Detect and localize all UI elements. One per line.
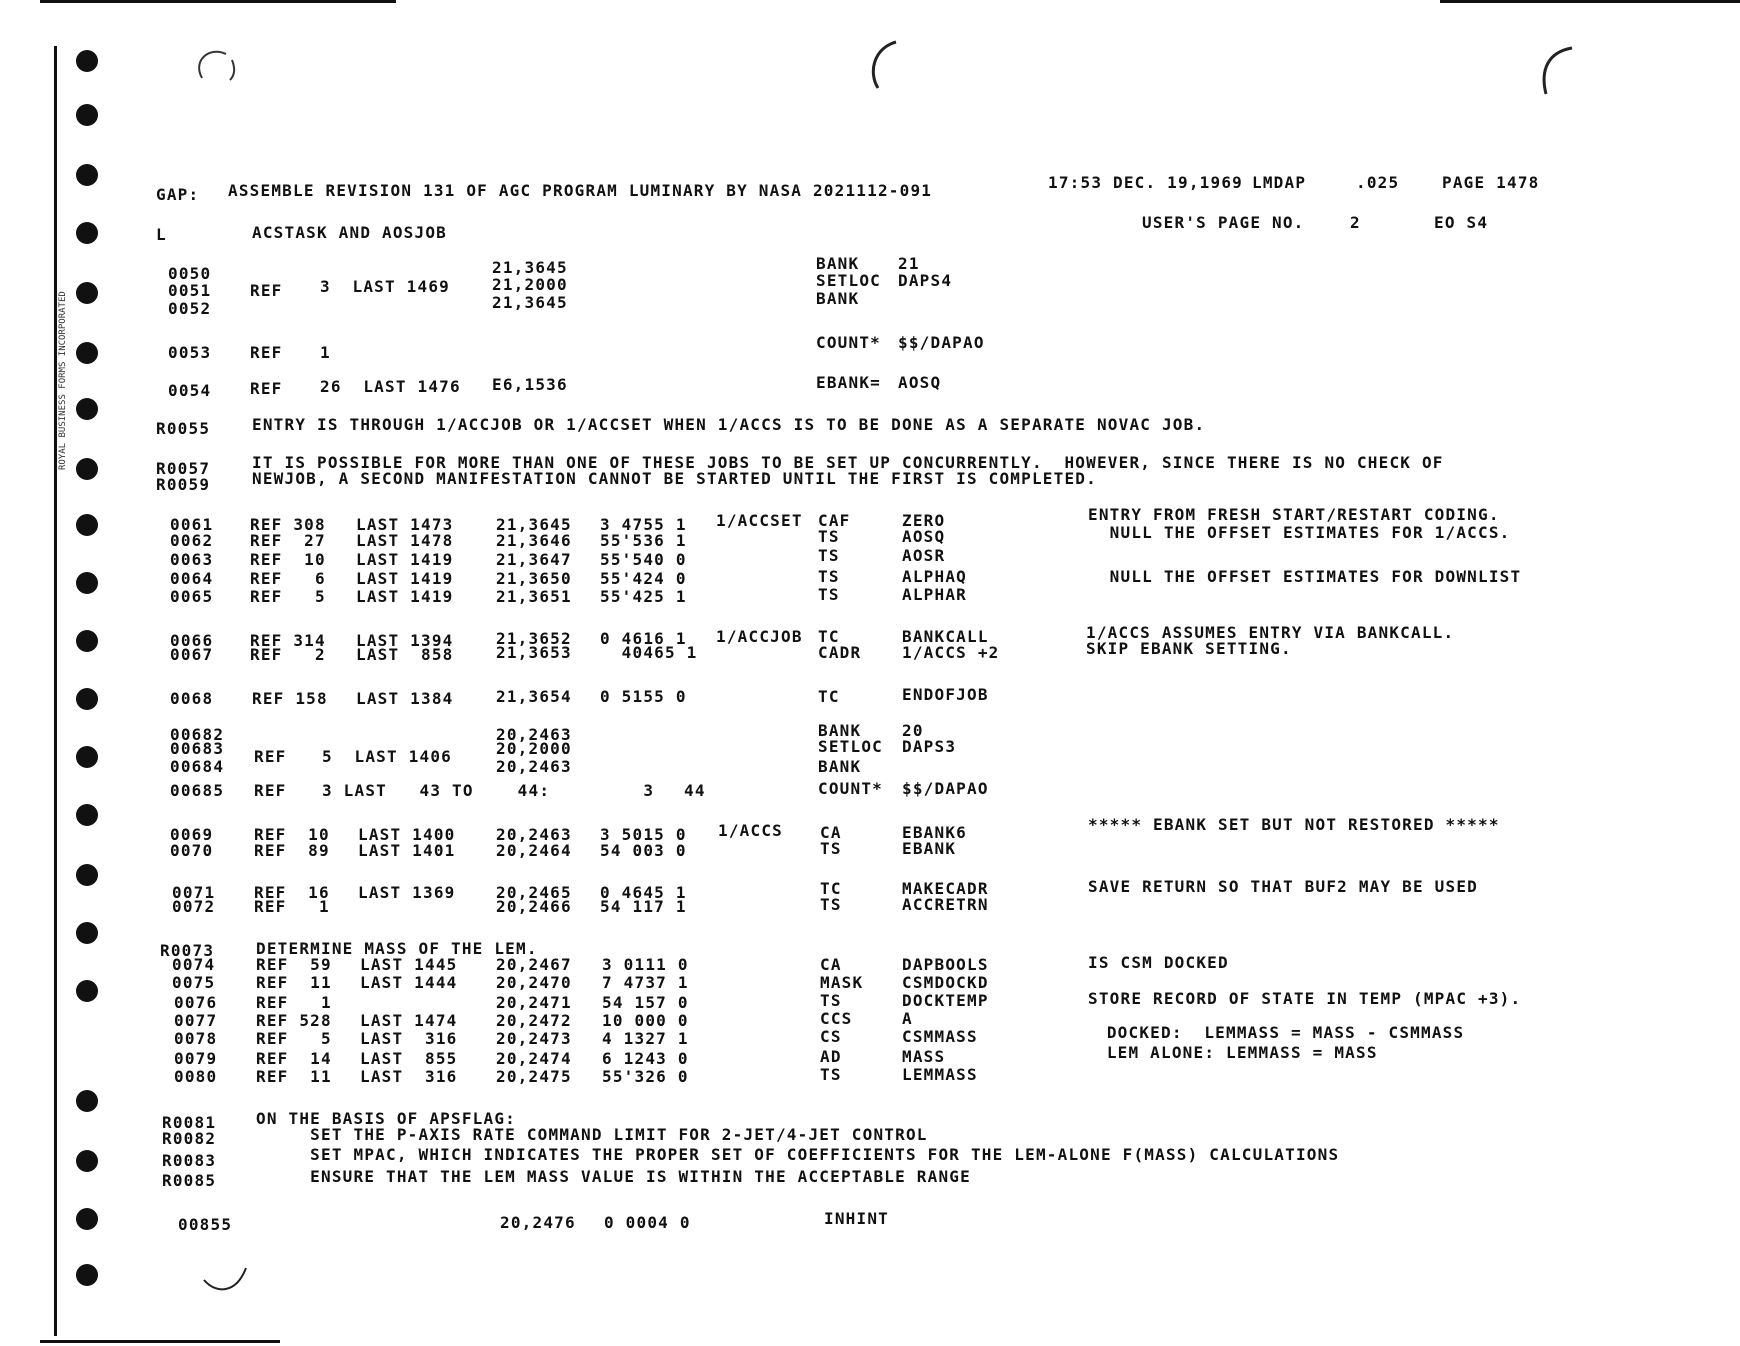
octal-word: 3 0111 0 [602,955,689,974]
line-number: 0079 [174,1049,218,1068]
ref-label: REF 14 [256,1049,332,1068]
punch-hole [76,1208,98,1230]
address: 20,2475 [496,1067,572,1086]
octal-word: 10 000 0 [602,1011,689,1030]
operand: CSMMASS [902,1027,978,1046]
label-symbol: 44 [684,781,706,800]
operand: 20 [902,721,924,740]
comment: NULL THE OFFSET ESTIMATES FOR DOWNLIST [1088,567,1522,586]
punch-hole [76,222,98,244]
comment: IS CSM DOCKED [1088,953,1229,972]
line-number: 0067 [170,645,214,664]
line-number: 00855 [178,1215,233,1234]
address: 21,3653 [496,643,572,662]
address: 21,3650 [496,569,572,588]
line-number: 0078 [174,1029,218,1048]
bottom-rule [40,1340,280,1343]
ref-detail: LAST 316 [360,1029,458,1048]
ref-detail: LAST 1473 [356,515,454,534]
opcode: TC [818,687,840,706]
ref-detail: 26 LAST 1476 [320,377,461,396]
punch-hole [76,1090,98,1112]
address: 20,2465 [496,883,572,902]
punch-hole [76,572,98,594]
punch-hole [76,514,98,536]
header-page: PAGE 1478 [1442,173,1540,192]
line-number: R0085 [162,1171,217,1190]
line-number: 0063 [170,550,214,569]
opcode: CCS [820,1009,853,1028]
address: E6,1536 [492,375,568,394]
operand: $$/DAPAO [898,333,985,352]
operand: A [902,1009,913,1028]
address: 20,2464 [496,841,572,860]
line-number: 0069 [170,825,214,844]
operand: LEMMASS [902,1065,978,1084]
opcode: AD [820,1047,842,1066]
punch-hole [76,282,98,304]
ref-detail: LAST 1419 [356,550,454,569]
opcode: TS [818,585,840,604]
punch-hole [76,50,98,72]
operand: $$/DAPAO [902,779,989,798]
line-number: 0080 [174,1067,218,1086]
top-right-rule [1440,0,1740,3]
line-number: 0053 [168,343,212,362]
address: 20,2466 [496,897,572,916]
ref-detail: 3 LAST 43 TO [322,781,474,800]
address: 20,2463 [496,825,572,844]
octal-word: 3 4755 1 [600,515,687,534]
operand: EBANK6 [902,823,967,842]
address: 20,2476 [500,1213,576,1232]
opcode: COUNT* [816,333,881,352]
remark-text: DETERMINE MASS OF THE LEM. [256,939,538,958]
operand: DAPBOOLS [902,955,989,974]
line-number: 00683 [170,739,225,758]
ref-detail: LAST 855 [360,1049,458,1068]
line-number: 0052 [168,299,212,318]
octal-word: 0 4645 1 [600,883,687,902]
octal-word: 0 0004 0 [604,1213,691,1232]
punch-hole [76,164,98,186]
octal-word: 55'425 1 [600,587,687,606]
label-symbol: 1/ACCJOB [716,627,803,646]
ref-detail: LAST 1369 [358,883,456,902]
comment: LEM ALONE: LEMMASS = MASS [1096,1043,1378,1062]
address: 21,3645 [492,293,568,312]
octal-word: 7 4737 1 [602,973,689,992]
punch-hole [76,1150,98,1172]
line-number: 0068 [170,689,214,708]
opcode: CADR [818,643,862,662]
ref-label: REF 528 [256,1011,332,1030]
ref-label: REF [254,781,287,800]
octal-word: 3 [600,781,655,800]
line-number: 0062 [170,531,214,550]
line-number: 0061 [170,515,214,534]
operand: MASS [902,1047,946,1066]
punch-hole [76,630,98,652]
ref-label: REF 5 [256,1029,332,1048]
operand: ALPHAQ [902,567,967,586]
punch-hole [76,342,98,364]
line-number: 0075 [172,973,216,992]
line-number: 0064 [170,569,214,588]
ref-label: REF 5 [250,587,326,606]
line-number: 0051 [168,281,212,300]
operand: ALPHAR [902,585,967,604]
line-number: R0082 [162,1129,217,1148]
line-number: R0083 [162,1151,217,1170]
line-number: 0054 [168,381,212,400]
opcode: MASK [820,973,864,992]
octal-word: 3 5015 0 [600,825,687,844]
ref-label: REF 1 [256,993,332,1012]
remark-text: ENTRY IS THROUGH 1/ACCJOB OR 1/ACCSET WHEN 1/ACCS IS TO BE DONE AS A SEPARATE NOVAC JOB. [252,415,1206,434]
octal-word: 6 1243 0 [602,1049,689,1068]
section-title: ACSTASK AND AOSJOB [252,223,447,242]
address: 20,2470 [496,973,572,992]
line-number: R0059 [156,475,211,494]
line-number: 0050 [168,264,212,283]
label-symbol: 1/ACCSET [716,511,803,530]
ring-mark-left [190,40,250,90]
line-number: 0070 [170,841,214,860]
octal-word: 4 1327 1 [602,1029,689,1048]
opcode: INHINT [824,1209,889,1228]
comment: ENTRY FROM FRESH START/RESTART CODING. [1088,505,1500,524]
ring-mark-right [1524,44,1584,104]
octal-word: 55'424 0 [600,569,687,588]
ref-detail: LAST 1474 [360,1011,458,1030]
line-number: 0071 [172,883,216,902]
address: 20,2471 [496,993,572,1012]
line-number: 0072 [172,897,216,916]
ref-label: REF 308 [250,515,326,534]
octal-word: 55'326 0 [602,1067,689,1086]
opcode: TS [820,895,842,914]
address: 20,2473 [496,1029,572,1048]
punch-hole [76,104,98,126]
line-number: 0066 [170,631,214,650]
remark-text: IT IS POSSIBLE FOR MORE THAN ONE OF THESE JOBS TO BE SET UP CONCURRENTLY. HOWEVER, SINCE THERE IS NO CHECK OF [252,453,1444,472]
punch-hole [76,458,98,480]
ref-detail: 1 [320,343,331,362]
line-number: 0076 [174,993,218,1012]
operand: DOCKTEMP [902,991,989,1010]
opcode: CAF [818,511,851,530]
users-page-number: 2 [1350,213,1361,232]
ref-label: REF 11 [256,973,332,992]
line-number: R0055 [156,419,211,438]
left-margin-line [54,46,57,1336]
punch-hole [76,804,98,826]
ref-detail: LAST 1401 [358,841,456,860]
ref-label: REF [254,747,287,766]
line-number: 0065 [170,587,214,606]
octal-word: 54 117 1 [600,897,687,916]
remark-text: SET THE P-AXIS RATE COMMAND LIMIT FOR 2-JET/4-JET CONTROL [256,1125,928,1144]
comment: DOCKED: LEMMASS = MASS - CSMMASS [1096,1023,1465,1042]
opcode: BANK [818,757,862,776]
address: 20,2463 [496,725,572,744]
opcode: TS [818,567,840,586]
operand: EBANK [902,839,957,858]
operand: AOSR [902,546,946,565]
users-page-label: USER'S PAGE NO. [1142,213,1305,232]
address: 21,3646 [496,531,572,550]
address: 20,2000 [496,739,572,758]
comment: NULL THE OFFSET ESTIMATES FOR 1/ACCS. [1088,523,1511,542]
address: 21,3645 [496,515,572,534]
punch-hole [76,398,98,420]
opcode: BANK [816,289,860,308]
ref-label: REF [250,379,283,398]
comment: 1/ACCS ASSUMES ENTRY VIA BANKCALL. [1086,623,1455,642]
ref-label: REF 1 [254,897,330,916]
remark-text: NEWJOB, A SECOND MANIFESTATION CANNOT BE STARTED UNTIL THE FIRST IS COMPLETED. [252,469,1097,488]
top-left-rule [40,0,396,3]
ref-label: REF 6 [250,569,326,588]
ref-label: REF 10 [254,825,330,844]
octal-word: 55'540 0 [600,550,687,569]
octal-word: 0 4616 1 [600,629,687,648]
header-timestamp: 17:53 DEC. 19,1969 [1048,173,1243,192]
opcode: TS [820,1065,842,1084]
octal-word: 40465 1 [600,643,698,662]
comment: STORE RECORD OF STATE IN TEMP (MPAC +3). [1088,989,1522,1008]
edition-code: EO S4 [1434,213,1489,232]
opcode: EBANK= [816,373,881,392]
ref-detail: LAST 1394 [356,631,454,650]
address: 21,3645 [492,258,568,277]
ref-detail: LAST 858 [356,645,454,664]
opcode: TS [820,991,842,1010]
line-number: R0057 [156,459,211,478]
ref-label: REF 314 [250,631,326,650]
ref-detail: LAST 316 [360,1067,458,1086]
punch-hole [76,1264,98,1286]
ref-label: REF [250,281,283,300]
address: 21,3654 [496,687,572,706]
ref-detail: LAST 1444 [360,973,458,992]
line-number: R0081 [162,1113,217,1132]
punch-hole [76,688,98,710]
ref-label: REF 59 [256,955,332,974]
punch-hole [76,922,98,944]
line-number: 00682 [170,725,225,744]
line-number: 0074 [172,955,216,974]
ring-mark-center [860,38,920,98]
page-title: ASSEMBLE REVISION 131 OF AGC PROGRAM LUMINARY BY NASA 2021112-091 [228,181,933,200]
address: 20,2472 [496,1011,572,1030]
line-number: 0077 [174,1011,218,1030]
ref-detail: LAST 1445 [360,955,458,974]
ref-label: REF 11 [256,1067,332,1086]
opcode: SETLOC [816,271,881,290]
octal-word: 55'536 1 [600,531,687,550]
ref-detail: LAST 1478 [356,531,454,550]
address: 20,2474 [496,1049,572,1068]
opcode: CA [820,823,842,842]
opcode: BANK [818,721,862,740]
line-number: 00684 [170,757,225,776]
operand: AOSQ [898,373,942,392]
operand: 21 [898,254,920,273]
operand: ENDOFJOB [902,685,989,704]
ref-detail: 3 LAST 1469 [320,277,450,296]
ref-detail: LAST 1419 [356,569,454,588]
remark-text: ENSURE THAT THE LEM MASS VALUE IS WITHIN THE ACCEPTABLE RANGE [256,1167,971,1186]
remark-text: ON THE BASIS OF APSFLAG: [256,1109,516,1128]
subheader-type: L [156,225,167,244]
ref-label: REF 10 [250,550,326,569]
operand: ACCRETRN [902,895,989,914]
punch-hole [76,746,98,768]
header-site: LMDAP [1252,173,1307,192]
address: 20,2463 [496,757,572,776]
line-number: 00685 [170,781,225,800]
address: 44: [496,781,551,800]
opcode: BANK [816,254,860,273]
operand: DAPS3 [902,737,957,756]
address: 21,3652 [496,629,572,648]
address: 21,3651 [496,587,572,606]
octal-word: 54 003 0 [600,841,687,860]
opcode: SETLOC [818,737,883,756]
octal-word: 0 5155 0 [600,687,687,706]
operand: CSMDOCKD [902,973,989,992]
address: 21,2000 [492,275,568,294]
ref-detail: LAST 1384 [356,689,454,708]
ref-label: REF [250,343,283,362]
ref-label: REF 2 [250,645,326,664]
octal-word: 54 157 0 [602,993,689,1012]
remark-text: SET MPAC, WHICH INDICATES THE PROPER SET OF COEFFICIENTS FOR THE LEM-ALONE F(MASS) CALCULATIONS [256,1145,1340,1164]
punch-hole [76,864,98,886]
comment: SAVE RETURN SO THAT BUF2 MAY BE USED [1088,877,1478,896]
ring-mark-bottom [200,1260,260,1300]
ref-label: REF 27 [250,531,326,550]
opcode: CA [820,955,842,974]
opcode: TS [820,839,842,858]
ref-label: REF 89 [254,841,330,860]
side-imprint: ROYAL BUSINESS FORMS INCORPORATED [58,291,68,470]
opcode: COUNT* [818,779,883,798]
line-number: R0073 [160,941,215,960]
header-code: .025 [1356,173,1400,192]
opcode: TS [818,546,840,565]
comment: ***** EBANK SET BUT NOT RESTORED ***** [1088,815,1500,834]
ref-label: REF 16 [254,883,330,902]
operand: BANKCALL [902,627,989,646]
punch-hole [76,980,98,1002]
operand: MAKECADR [902,879,989,898]
opcode: CS [820,1027,842,1046]
operand: ZERO [902,511,946,530]
address: 21,3647 [496,550,572,569]
ref-detail: LAST 1400 [358,825,456,844]
ref-detail: LAST 1419 [356,587,454,606]
label-symbol: 1/ACCS [718,821,783,840]
opcode: TC [818,627,840,646]
operand: DAPS4 [898,271,953,290]
opcode: TS [818,527,840,546]
operand: 1/ACCS +2 [902,643,1000,662]
opcode: TC [820,879,842,898]
operand: AOSQ [902,527,946,546]
comment: SKIP EBANK SETTING. [1086,639,1292,658]
ref-detail: 5 LAST 1406 [322,747,452,766]
header-gap: GAP: [156,185,200,204]
ref-label: REF 158 [252,689,328,708]
address: 20,2467 [496,955,572,974]
